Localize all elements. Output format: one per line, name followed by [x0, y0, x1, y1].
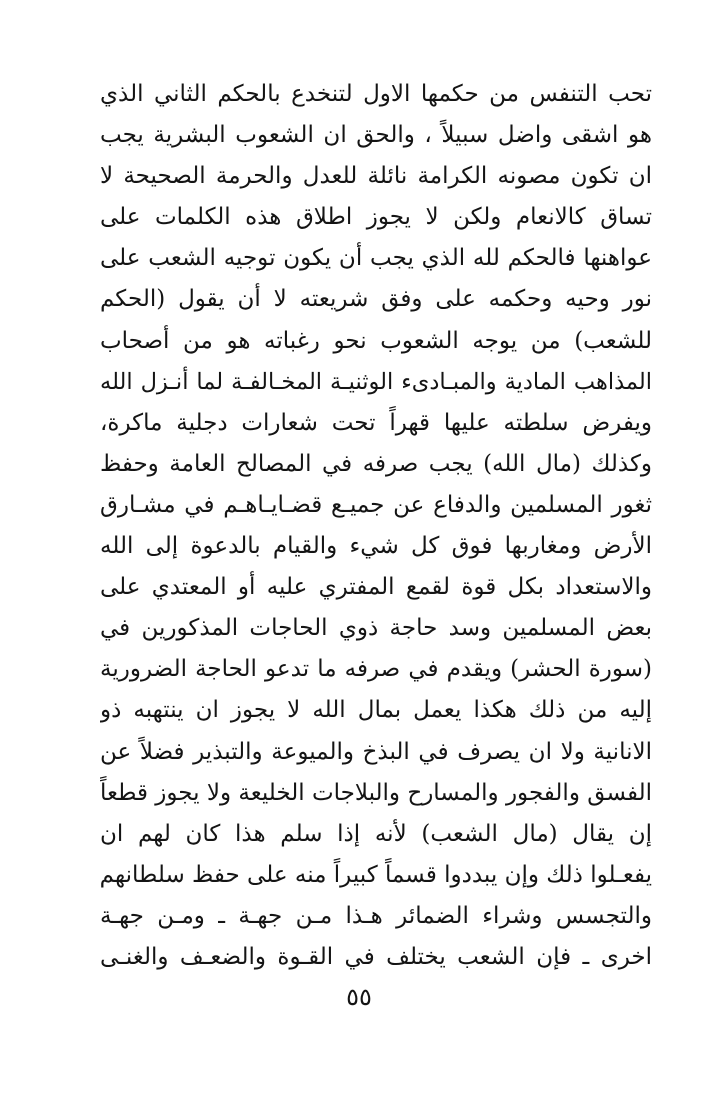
text-line: بعض المسلمين وسد حاجة ذوي الحاجات المذكورين في	[100, 615, 652, 642]
text-line: الفسق والفجور والمسارح والبلاجات الخليعة ولا يجوز قطعاً	[100, 779, 652, 806]
text-line: الأرض ومغاربها فوق كل شيء والقيام بالدعوة إلى الله	[100, 533, 652, 560]
text-line: (سورة الحشر) ويقدم في صرفه ما تدعو الحاجة الضرورية	[100, 656, 652, 683]
text-line: المذاهب المادية والمبـادىء الوثنيـة المخـالفـة لما أنـزل الله	[100, 368, 652, 395]
text-line: ثغور المسلمين والدفاع عن جميـع قضـايـاهـم في مشـارق	[100, 491, 652, 518]
page-number: ٥٥	[346, 983, 372, 1011]
text-line: تحب التنفس من حكمها الاول لتنخدع بالحكم الثاني الذي	[100, 81, 652, 107]
text-line: يفعـلوا ذلك وإن يبددوا قسماً كبيراً منه على حفظ سلطانهم	[100, 861, 652, 888]
text-line: والاستعداد بكل قوة لقمع المفتري عليه أو المعتدي على	[100, 574, 652, 601]
text-line: هو اشقى واضل سبيلاً ، والحق ان الشعوب البشرية يجب	[100, 122, 652, 149]
text-line: اخرى ـ فإن الشعب يختلف في القـوة والضعـف والغنـى	[100, 943, 652, 970]
text-line: وكذلك (مال الله) يجب صرفه في المصالح العامة وحفظ	[100, 450, 652, 477]
text-line: إليه من ذلك هكذا يعمل بمال الله لا يجوز ان ينتهبه ذو	[100, 697, 652, 724]
text-line: عواهنها فالحكم لله الذي يجب أن يكون توجيه الشعب على	[100, 245, 652, 272]
text-line: ويفرض سلطته عليها قهراً تحت شعارات دجلية ماكرة،	[100, 409, 652, 436]
text-line: والتجسس وشراء الضمائر هـذا مـن جهـة ـ ومـن جهـة	[100, 902, 652, 929]
text-line: للشعب) من يوجه الشعوب نحو رغباته هو من أصحاب	[100, 327, 652, 354]
text-line: إن يقال (مال الشعب) لأنه إذا سلم هذا كان لهم ان	[100, 820, 652, 847]
text-line: الانانية ولا ان يصرف في البذخ والميوعة والتبذير فضلاً عن	[100, 738, 652, 765]
text-line: نور وحيه وحكمه على وفق شريعته لا أن يقول (الحكم	[100, 286, 652, 313]
text-line: ان تكون مصونه الكرامة نائلة للعدل والحرمة الصحيحة لا	[100, 163, 652, 190]
body-text	[100, 74, 652, 978]
text-line: تساق كالانعام ولكن لا يجوز اطلاق هذه الكلمات على	[100, 204, 652, 231]
